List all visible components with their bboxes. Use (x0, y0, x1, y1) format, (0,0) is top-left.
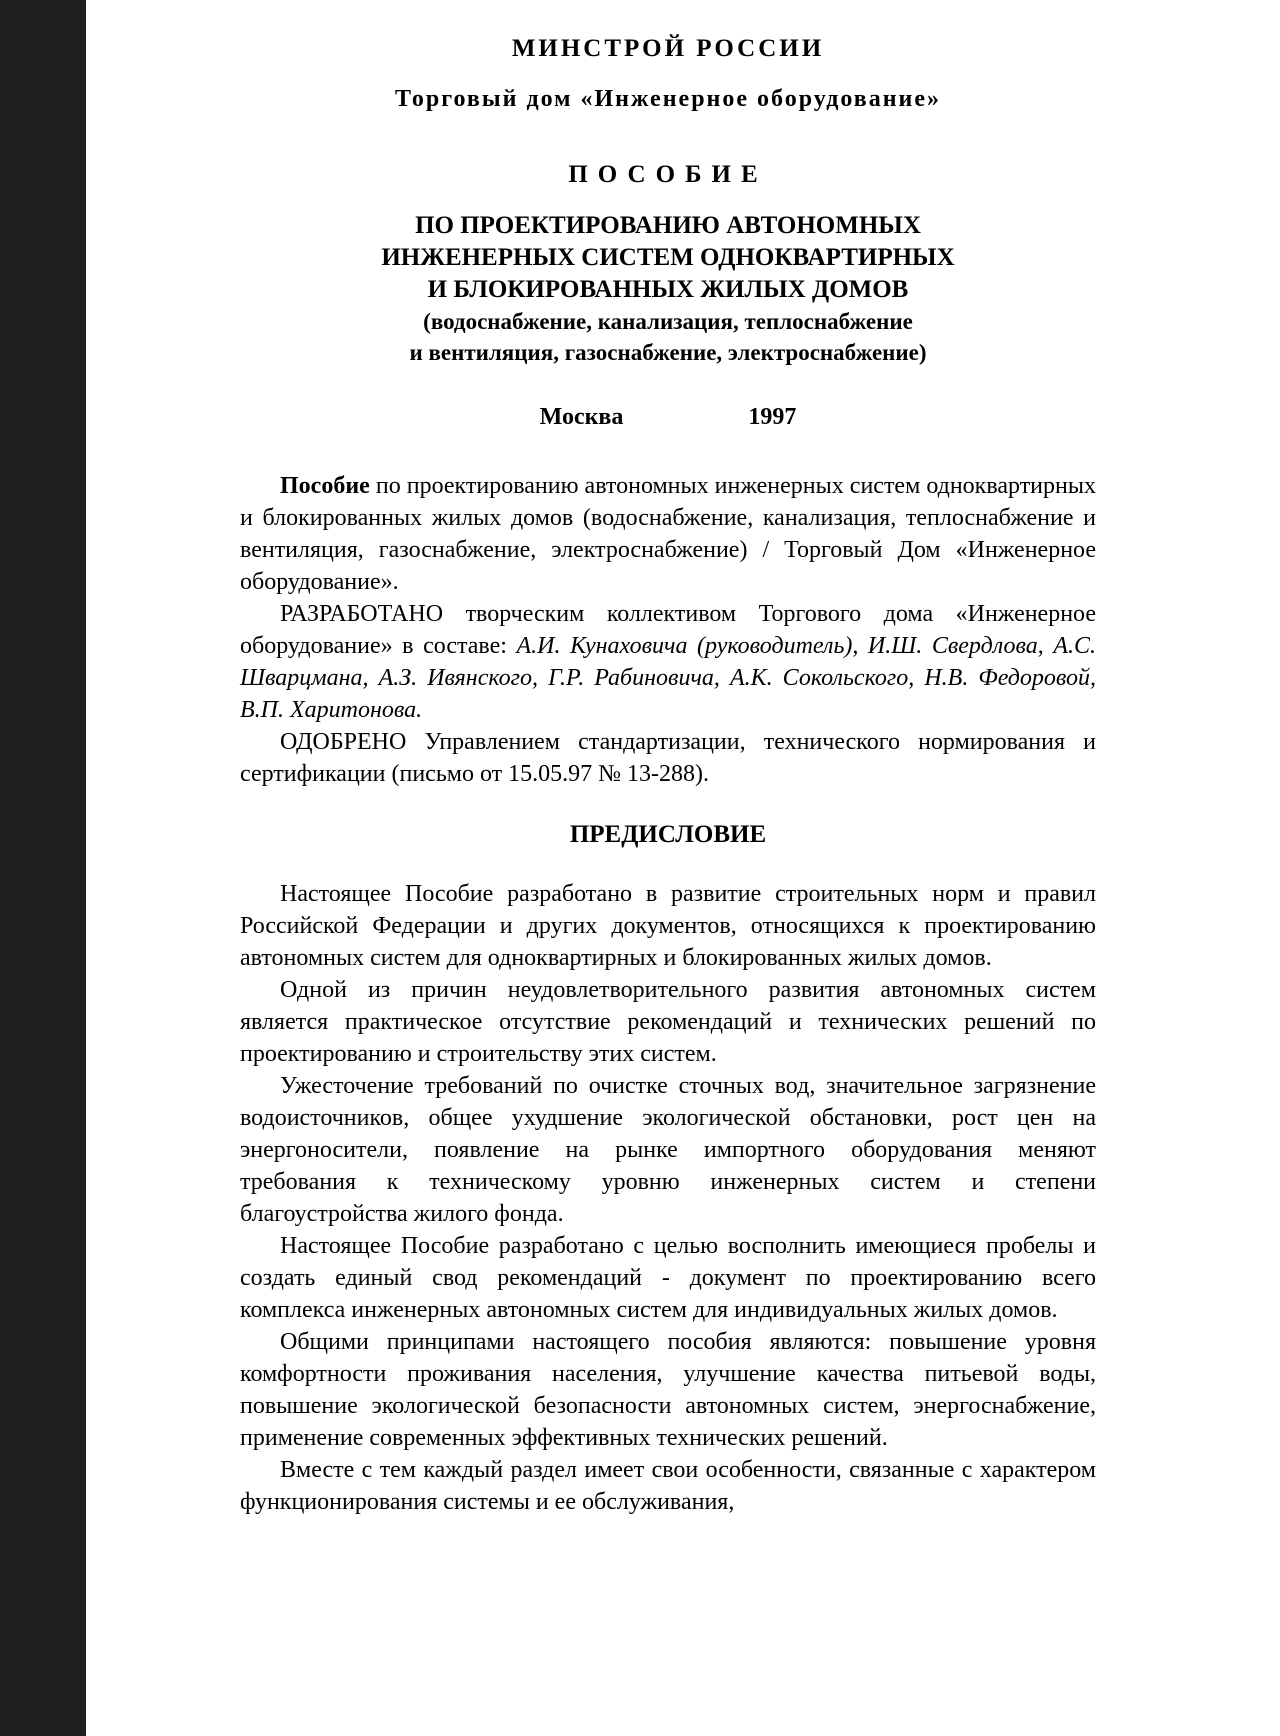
document-type: ПОСОБИЕ (568, 161, 768, 188)
subtitle-line-2: и вентиляция, газоснабжение, электроснабжение) (409, 340, 927, 365)
abstract-paragraph (240, 470, 1096, 598)
abstract-lead: Пособие (280, 473, 370, 499)
publication-place: Москва (539, 404, 624, 430)
title-line-3: И БЛОКИРОВАННЫХ ЖИЛЫХ ДОМОВ (427, 276, 909, 303)
authors-list: А.И. Кунаховича (руководитель), И.Ш. Свердлова, А.С. Шварцмана, А.З. Ивянского, Г.Р. Рабиновича, А.К. Сокольского, Н.В. Федоровой, В.П. Харитонова. (240, 633, 1097, 723)
document-subtitle (240, 306, 1096, 368)
document-title (240, 210, 1096, 306)
foreword-paragraph: Вместе с тем каждый раздел имеет свои особенности, связанные с характером функционирования системы и ее обслуживания, (240, 1457, 1096, 1515)
publication-year: 1997 (748, 404, 797, 430)
foreword-paragraph: Настоящее Пособие разработано с целью восполнить имеющиеся пробелы и создать единый свод рекомендаций - документ по проектированию всего комплекса инженерных автономных систем для индивидуальных жилых домов. (240, 1233, 1096, 1323)
title-line-2: ИНЖЕНЕРНЫХ СИСТЕМ ОДНОКВАРТИРНЫХ (381, 244, 955, 271)
foreword-paragraph: Одной из причин неудовлетворительного развития автономных систем является практическое отсутствие рекомендаций и технических решений по проектированию и строительству этих систем. (240, 977, 1096, 1067)
developed-paragraph (240, 598, 1096, 726)
approved-paragraph: ОДОБРЕНО Управлением стандартизации, технического нормирования и сертификации (письмо от 15.05.97 № 13-288). (240, 729, 1096, 787)
place-year (240, 402, 1096, 432)
publisher-name: Торговый дом «Инженерное оборудование» (394, 86, 942, 112)
ministry-name: МИНСТРОЙ РОССИИ (511, 35, 825, 62)
subtitle-line-1: (водоснабжение, канализация, теплоснабжение (423, 309, 913, 334)
foreword-paragraph: Настоящее Пособие разработано в развитие строительных норм и правил Российской Федерации и других документов, относящихся к проектированию автономных систем для одноквартирных и блокированных жилых домов. (240, 881, 1096, 971)
viewer-left-edge (0, 0, 86, 1736)
foreword-body (240, 878, 1096, 1518)
foreword-heading: ПРЕДИСЛОВИЕ (569, 821, 767, 848)
foreword-paragraph: Общими принципами настоящего пособия являются: повышение уровня комфортности проживания населения, улучшение качества питьевой воды, повышение экологической безопасности автономных систем, энергоснабжение, применение современных эффективных технических решений. (240, 1329, 1096, 1451)
document-page (240, 0, 1096, 1518)
abstract-text: по проектированию автономных инженерных систем одноквартирных и блокированных жилых домов (водоснабжение, канализация, теплоснабжение и вентиляция, газоснабжение, электроснабжение) / Торговый Дом «Инженерное оборудование». (240, 473, 1096, 595)
foreword-paragraph: Ужесточение требований по очистке сточных вод, значительное загрязнение водоисточников, общее ухудшение экологической обстановки, рост цен на энергоносители, появление на рынке импортного оборудования меняют требования к техническому уровню инженерных систем и степени благоустройства жилого фонда. (240, 1073, 1096, 1227)
title-line-1: ПО ПРОЕКТИРОВАНИЮ АВТОНОМНЫХ (415, 212, 921, 239)
developed-text: РАЗРАБОТАНО творческим коллективом Торгового дома «Инженерное оборудование» в составе: (240, 601, 1096, 659)
